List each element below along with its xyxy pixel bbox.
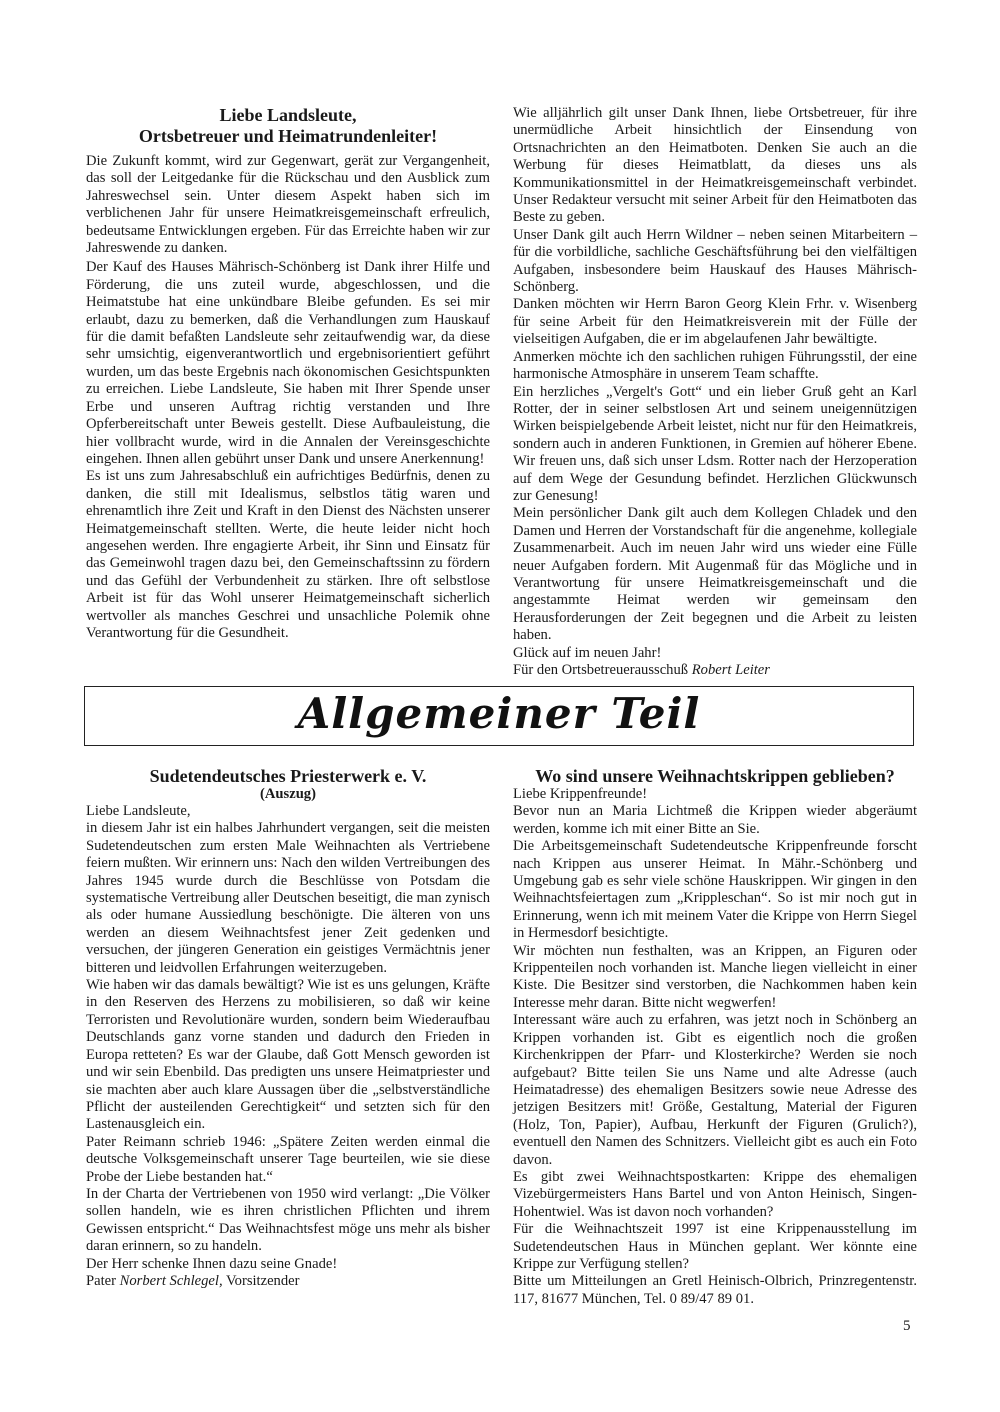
paragraph: Mein persönlicher Dank gilt auch dem Kollegen Chladek und den Damen und Herren der Vorstandschaft für die angenehme, kollegiale Zusammenarbeit. Auch im neuen Jahr wird uns wieder eine Fülle neuer Aufgaben fordern. Mit Augenmaß für das Mögliche und in Verantwortung für unsere Heimatkreisgemeinschaft und die angestammte Heimat werden wir gemeinsam den Herausforderungen der Zeit begegnen und die Arbeit zu leisten haben. <box>513 505 917 644</box>
letter-signature <box>513 662 917 679</box>
paragraph: Liebe Landsleute, <box>86 803 191 819</box>
krippen-title: Wo sind unsere Weihnachtskrippen geblieben? <box>535 766 895 786</box>
paragraph: Wie haben wir das damals bewältigt? Wie ist es uns gelungen, Kräfte in den Reserven des Herzens zu mobilisieren, so daß wir keine Terroristen und Revolutionäre wurden, sondern beim Wiederaufbau Deutschlands ganz vorne standen und dadurch den Frieden in Europa retteten? Es war der Glaube, daß Gott Mensch geworden ist und wir sein Ebenbild. Das predigten uns unsere Heimatpriester und sie machten aber auch klare Aussagen über die „selbstverständliche Pflicht der austeilenden Gerechtigkeit“ und setzten sich für den Lastenausgleich ein. <box>86 977 490 1133</box>
signature-prefix: Für den Ortsbetreuerausschuß <box>513 662 689 678</box>
paragraph: Der Kauf des Hauses Mährisch-Schönberg ist Dank ihrer Hilfe und Förderung, die uns zuteil wurde, abgeschlossen, und die Heimatstube hat eine unkündbare Bleibe gefunden. Es sei mir erlaubt, dazu zu bemerken, daß die Verhandlungen zum Hauskauf für die damit befaßten Landsleute sehr zeitaufwendig war, da diese sehr umsichtig, eigenverantwortlich und ergebnisorientiert geführt wurden, um das beste Ergebnis nach ökonomischen Gesichtspunkten zu erreichen. Liebe Landsleute, Sie haben mit Ihrer Spende unser Erbe und unseren Auftrag richtig verstanden und Ihre Opferbereitschaft unter Beweis gestellt. Diese Aufbauleistung, die hier vollbracht wurde, wird in die Annalen der Vereinsgeschichte eingehen. Ihnen allen gebührt unser Dank und unsere Anerkennung! <box>86 259 490 467</box>
paragraph: Anmerken möchte ich den sachlichen ruhigen Führungsstil, der eine harmonische Atmosphäre in unserem Team schaffte. <box>513 348 917 383</box>
signature-prefix: Pater <box>86 1272 116 1289</box>
letter-left-column <box>86 105 490 642</box>
paragraph: Es ist uns zum Jahresabschluß ein aufrichtiges Bedürfnis, denen zu danken, die still mit Idealismus, selbstlos tätig waren und ehrenamtlich ihre Zeit und Kraft in den Dienst des Nächsten unserer Heimatgemeinschaft stellten. Werte, die heute leider nicht hoch angesehen werden. Ihre engagierte Arbeit, ihr Sinn und Einsatz für das Gemeinwohl tragen dazu bei, den Gemeinschaftssinn zu fördern und das Gefühl der Verbundenheit zu stärken. Ihre oft selbstlose Arbeit ist für das Wohl unserer Heimatgemeinschaft sicherlich wertvoller als manches Geschrei und unsachliche Polemik ohne Verantwortung für die Gesundheit. <box>86 468 490 641</box>
letter-title-line1: Liebe Landsleute, <box>219 105 357 125</box>
paragraph: Glück auf im neuen Jahr! <box>513 644 662 661</box>
section-banner <box>84 686 914 746</box>
paragraph: Die Arbeitsgemeinschaft Sudetendeutsche Krippenfreunde forscht nach Krippen aus unserer Heimat. In Mähr.-Schönberg und Umgebung gab es sehr viele schöne Hauskrippen. Wir gingen in den Weihnachtsfeiertagen zum „Krippleschan“. So ist mir noch gut in Erinnerung, wenn ich mit meinem Vater die Krippe von Herrn Siegel in Hermesdorf besichtigte. <box>513 838 917 942</box>
paragraph: Es gibt zwei Weihnachtspostkarten: Krippe des ehemaligen Vizebürgermeisters Hans Bartel und von Anton Heinisch, Singen-Hohentwiel. Was ist davon noch vorhanden? <box>513 1168 917 1220</box>
paragraph: in diesem Jahr ist ein halbes Jahrhundert vergangen, seit die meisten Sudetendeutschen zum ersten Male Weihnachten als Vertriebene feiern mußten. Wir erinnern uns: Nach den wilden Vertreibungen des Jahres 1945 wurde durch die Beschlüsse von Potsdam die systematische Vertreibung aller Deutschen beseitigt, die man zynisch als oder humane Aussiedlung beschönigte. Die älteren von uns werden an diesem Weihnachtsfest jener Zeit gedenken und versuchen, der jüngeren Generation ein geistiges Vermächtnis jener bitteren und leidvollen Erfahrungen weiterzugeben. <box>86 820 490 976</box>
signature-role: Vorsitzender <box>226 1272 300 1289</box>
paragraph: Interessant wäre auch zu erfahren, was jetzt noch in Schönberg an Krippen vorhanden ist. Gibt es eigentlich noch die großen Kirchenkrippen der Pfarr- und Klosterkirche? Werden sie noch aufgebaut? Bitte teilen Sie uns Name und alte Adresse (auch Heimatadresse) des ehemaligen Besitzers sowie neue Adresse des jetzigen Besitzers mit! Größe, Gestaltung, Material der Figuren (Holz, Ton, Papier), Aufbau, Herkunft der Figuren (Grulich?), eventuell den Namen des Schnitzers. Vielleicht gibt es auch ein Foto davon. <box>513 1012 917 1168</box>
section-banner-title: Allgemeiner Teil <box>297 689 701 738</box>
priesterwerk-signature <box>86 1273 490 1290</box>
krippen-column <box>513 766 917 1308</box>
page-number: 5 <box>903 1318 911 1334</box>
priesterwerk-column <box>86 766 490 1290</box>
paragraph: Bevor nun an Maria Lichtmeß die Krippen wieder abgeräumt werden, komme ich mit einer Bitte an Sie. <box>513 803 917 837</box>
letter-right-column <box>513 105 917 679</box>
signature-name: Norbert Schlegel, <box>119 1272 223 1289</box>
priesterwerk-subtitle: (Auszug) <box>260 786 316 802</box>
priesterwerk-title: Sudetendeutsches Priesterwerk e. V. <box>149 766 427 786</box>
letter-title-line2: Ortsbetreuer und Heimatrundenleiter! <box>138 126 438 146</box>
paragraph: Danken möchten wir Herrn Baron Georg Klein Frhr. v. Wisenberg für seine Arbeit für den Heimatkreisverein mit der Fülle der vielseitigen Aufgaben, die er im abgelaufenen Jahr bewältigte. <box>513 296 917 348</box>
paragraph: Bitte um Mitteilungen an Gretl Heinisch-Olbrich, Prinzregentenstr. 117, 81677 München, Tel. 0 89/47 89 01. <box>513 1273 917 1307</box>
paragraph: Pater Reimann schrieb 1946: „Spätere Zeiten werden einmal die deutsche Volksgemeinschaft unserer Tage beurteilen, wie sie diese Probe der Liebe bestanden hat.“ <box>86 1133 490 1185</box>
paragraph: Unser Dank gilt auch Herrn Wildner – neben seinen Mitarbeitern – für die vorbildliche, sachliche Geschäftsführung bei den vielfältigen Aufgaben, insbesondere beim Hauskauf des Hauses Mährisch-Schönberg. <box>513 226 917 296</box>
paragraph: Wie alljährlich gilt unser Dank Ihnen, liebe Ortsbetreuer, für ihre unermüdliche Arbeit hinsichtlich der Einsendung von Ortsnachrichten an den Heimatboten. Denken Sie auch an die Werbung für dieses Heimatblatt, da dieses uns als Kommunikationsmittel in der Heimatkreisgemeinschaft verbindet. Unser Redakteur versucht mit seiner Arbeit für den Heimatboten das Beste zu geben. <box>513 105 917 226</box>
paragraph: Der Herr schenke Ihnen dazu seine Gnade! <box>86 1255 338 1272</box>
paragraph: In der Charta der Vertriebenen von 1950 wird verlangt: „Die Völker sollen handeln, wie es ihren christlichen Pflichten und ihrem Gewissen entspricht.“ Das Weihnachtsfest möge uns mehr als bisher daran erinnern, so zu handeln. <box>86 1185 490 1255</box>
paragraph: Ein herzliches „Vergelt's Gott“ und ein lieber Gruß geht an Karl Rotter, der in seiner selbstlosen Art und seinem uneigennützigen Wirken beispielgebende Arbeit leistet, nicht nur für den Heimatkreis, sondern auch in anderen Funktionen, in Gremien auf höherer Ebene. Wir freuen uns, daß sich unser Ldsm. Rotter nach der Herzoperation auf dem Wege der Gesundung befindet. Herzlichen Glückwunsch zur Genesung! <box>513 383 917 504</box>
signature-name: Robert Leiter <box>691 662 770 678</box>
letter-title <box>86 105 490 147</box>
paragraph: Liebe Krippenfreunde! <box>513 786 648 802</box>
paragraph: Für die Weihnachtszeit 1997 ist eine Krippenausstellung im Sudetendeutschen Haus in München geplant. Wer könnte eine Krippe zur Verfügung stellen? <box>513 1221 917 1272</box>
paragraph: Wir möchten nun festhalten, was an Krippen, an Figuren oder Krippenteilen noch vorhanden ist. Manche liegen vielleicht in einer Kiste. Die Besitzer sind verstorben, die Nachkommen haben kein Interesse mehr daran. Bitte nicht wegwerfen! <box>513 942 917 1011</box>
paragraph: Die Zukunft kommt, wird zur Gegenwart, gerät zur Vergangenheit, das soll der Leitgedanke für die Rückschau und den Ausblick zum Jahreswechsel sein. Unter diesem Aspekt haben sich im verblichenen Jahr für unsere Heimatkreisgemeinschaft erfreulich, bedeutsame Entwicklungen ergeben. Für das Erreichte haben wir zur Jahreswende zu danken. <box>86 153 490 257</box>
